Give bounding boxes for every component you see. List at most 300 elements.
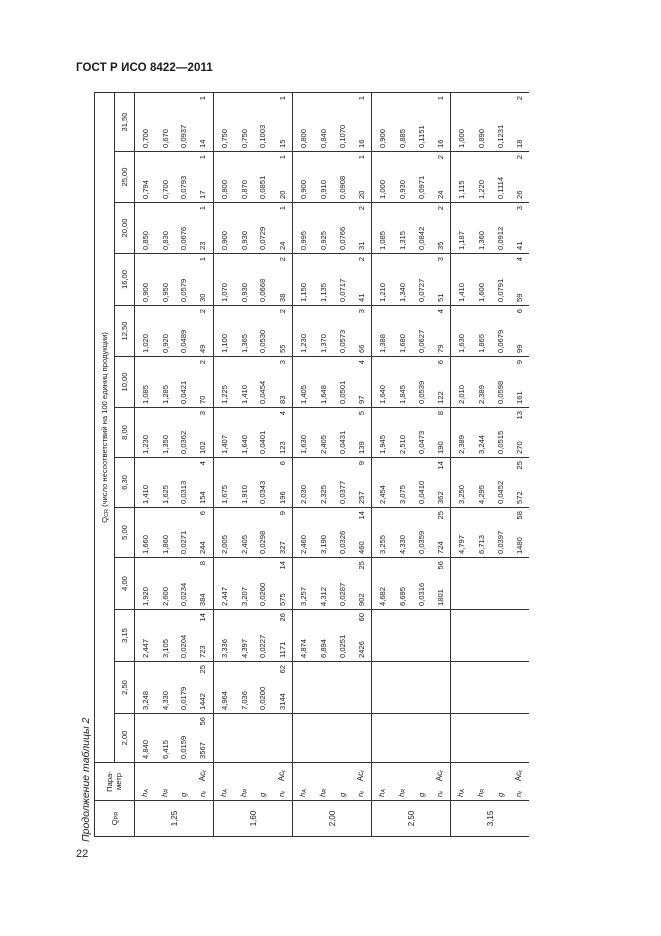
nt-ac-cell — [509, 662, 529, 714]
value-cell-hR: 6,713 — [472, 508, 492, 558]
nt-ac-cell — [193, 92, 214, 151]
ac-value: 3 — [356, 309, 366, 314]
value-cell-hR: 1,315 — [392, 203, 412, 254]
value-cell-hA: 0,995 — [293, 203, 314, 254]
value-cell-g: 0,0397 — [491, 508, 509, 558]
param-header: Пара-метр — [95, 763, 135, 801]
ac-value: 25 — [356, 561, 366, 570]
nt-value: 362 — [435, 491, 445, 504]
value-cell-hR — [472, 558, 492, 610]
nt-ac-cell — [351, 152, 372, 203]
nt-value: 1171 — [277, 641, 287, 658]
value-cell-hR: 0,920 — [155, 306, 175, 357]
ac-value: 8 — [198, 561, 208, 566]
value-cell-hA: 0,794 — [135, 152, 156, 203]
ac-value: 62 — [277, 665, 287, 674]
nt-ac-cell — [509, 714, 529, 763]
qcr-value-header: 2,00 — [115, 714, 135, 763]
value-cell-hA: 3,248 — [135, 662, 156, 714]
nt-value: 66 — [356, 344, 366, 353]
value-cell-hR: 1,860 — [155, 508, 175, 558]
ac-value: 4 — [277, 411, 287, 416]
nt-value: 190 — [435, 441, 445, 454]
ac-value: 58 — [514, 511, 524, 520]
param-label-nt: ntAct — [509, 763, 529, 801]
value-cell-g: 0,0316 — [412, 558, 430, 610]
qcr-header: QCR (число несоответствий на 100 единиц продукции) — [95, 92, 115, 762]
nt-value: 30 — [198, 293, 208, 302]
value-cell-hR — [392, 662, 412, 714]
value-cell-g: 0,1070 — [333, 92, 351, 151]
value-cell-hA: 2,010 — [451, 357, 472, 408]
nt-ac-cell — [272, 714, 293, 763]
value-cell-g: 0,0452 — [491, 458, 509, 508]
nt-value: 102 — [198, 441, 208, 454]
ac-value: 4 — [356, 360, 366, 365]
table-row — [234, 92, 254, 836]
value-cell-hA: 1,070 — [214, 254, 235, 306]
value-cell-hA: 4,682 — [372, 558, 393, 610]
nt-ac-cell — [509, 203, 529, 254]
value-cell-hA: 1,085 — [372, 203, 393, 254]
nt-ac-cell — [430, 408, 451, 458]
value-cell-g: 0,0204 — [175, 610, 193, 662]
nt-value: 139 — [356, 441, 366, 454]
table-row — [491, 92, 509, 836]
ac-value: 14 — [277, 561, 287, 570]
value-cell-g: 0,0431 — [333, 408, 351, 458]
nt-ac-cell — [430, 152, 451, 203]
value-cell-hA: 3,255 — [372, 508, 393, 558]
nt-value: 15 — [277, 139, 287, 148]
nt-value: 2426 — [356, 641, 366, 658]
nt-ac-cell — [509, 558, 529, 610]
nt-ac-cell — [509, 508, 529, 558]
nt-ac-cell — [351, 306, 372, 357]
value-cell-hR: 1,845 — [392, 357, 412, 408]
value-cell-hA: 1,115 — [451, 152, 472, 203]
value-cell-g: 0,0421 — [175, 357, 193, 408]
nt-ac-cell — [193, 152, 214, 203]
nt-ac-cell — [351, 357, 372, 408]
nt-value: 99 — [514, 344, 524, 353]
value-cell-hR: 1,410 — [234, 357, 254, 408]
value-cell-g: 0,0179 — [175, 662, 193, 714]
value-cell-hR: 2,510 — [392, 408, 412, 458]
value-cell-g: 0,0326 — [333, 508, 351, 558]
value-cell-hR: 1,220 — [472, 152, 492, 203]
nt-ac-cell — [351, 610, 372, 662]
param-label-hR: hR — [234, 763, 254, 801]
nt-ac-cell — [509, 254, 529, 306]
table-row — [451, 92, 472, 836]
value-cell-hR: 3,207 — [234, 558, 254, 610]
nt-value: 244 — [198, 541, 208, 554]
nt-value: 16 — [435, 139, 445, 148]
qcr-value-header: 10,00 — [115, 357, 135, 408]
value-cell-hA: 0,800 — [214, 152, 235, 203]
ac-value: 1 — [198, 206, 208, 211]
value-cell-g: 0,0227 — [254, 610, 272, 662]
value-cell-g — [491, 610, 509, 662]
value-cell-hR — [392, 714, 412, 763]
value-cell-hA: 1,675 — [214, 458, 235, 508]
value-cell-g: 0,0234 — [175, 558, 193, 610]
ac-value: 56 — [435, 561, 445, 570]
nt-value: 51 — [435, 293, 445, 302]
value-cell-hA: 1,945 — [372, 408, 393, 458]
nt-ac-cell — [272, 558, 293, 610]
table-row — [351, 92, 372, 836]
ac-value: 14 — [356, 511, 366, 520]
nt-value: 23 — [198, 241, 208, 250]
value-cell-hR: 3,244 — [472, 408, 492, 458]
value-cell-hA: 0,800 — [293, 92, 314, 151]
value-cell-g: 0,0454 — [254, 357, 272, 408]
nt-ac-cell — [193, 662, 214, 714]
ac-value: 9 — [277, 511, 287, 516]
value-cell-hA: 1,100 — [214, 306, 235, 357]
value-cell-g: 0,0668 — [254, 254, 272, 306]
table-row — [392, 92, 412, 836]
value-cell-hA — [372, 662, 393, 714]
value-cell-hA: 2,447 — [214, 558, 235, 610]
value-cell-g: 0,0298 — [254, 508, 272, 558]
ac-value: 9 — [356, 461, 366, 466]
value-cell-g: 0,0377 — [333, 458, 351, 508]
nt-ac-cell — [509, 152, 529, 203]
nt-ac-cell — [351, 714, 372, 763]
ac-value: 1 — [277, 155, 287, 160]
value-cell-hR: 0,930 — [392, 152, 412, 203]
value-cell-g — [333, 662, 351, 714]
nt-ac-cell — [351, 508, 372, 558]
value-cell-hA: 1,640 — [372, 357, 393, 408]
value-cell-hR: 1,600 — [472, 254, 492, 306]
ac-value: 3 — [514, 206, 524, 211]
value-cell-g: 0,0401 — [254, 408, 272, 458]
param-label-nt: ntAct — [193, 763, 214, 801]
value-cell-hA — [451, 610, 472, 662]
qcr-value-header: 16,00 — [115, 254, 135, 306]
value-cell-hA: 2,447 — [135, 610, 156, 662]
value-cell-hR: 4,312 — [313, 558, 333, 610]
nt-ac-cell — [193, 254, 214, 306]
value-cell-hR: 6,894 — [313, 610, 333, 662]
value-cell-hA: 1,230 — [293, 306, 314, 357]
value-cell-hA: 1,630 — [293, 408, 314, 458]
nt-ac-cell — [193, 458, 214, 508]
nt-ac-cell — [509, 610, 529, 662]
value-cell-g: 0,0851 — [254, 152, 272, 203]
value-cell-hA: 0,900 — [372, 92, 393, 151]
nt-ac-cell — [272, 357, 293, 408]
nt-value: 59 — [514, 293, 524, 302]
nt-ac-cell — [193, 508, 214, 558]
value-cell-hA: 4,797 — [451, 508, 472, 558]
ac-value: 2 — [514, 155, 524, 160]
nt-ac-cell — [193, 558, 214, 610]
ac-value: 2 — [356, 257, 366, 262]
nt-value: 1801 — [435, 589, 445, 606]
ac-value: 60 — [356, 613, 366, 622]
ac-value: 25 — [198, 665, 208, 674]
value-cell-hA — [451, 714, 472, 763]
value-cell-hA: 1,187 — [451, 203, 472, 254]
value-cell-hR: 0,870 — [234, 152, 254, 203]
ac-value: 2 — [277, 257, 287, 262]
table-row — [135, 92, 156, 836]
ac-value: 56 — [198, 717, 208, 726]
value-cell-hR: 1,360 — [472, 203, 492, 254]
value-cell-g: 0,0971 — [412, 152, 430, 203]
ac-value: 1 — [356, 155, 366, 160]
qpr-cell: 2,50 — [372, 801, 451, 837]
table-row — [193, 92, 214, 836]
value-cell-g: 0,0842 — [412, 203, 430, 254]
param-label-hA: hA — [372, 763, 393, 801]
ac-value: 13 — [514, 411, 524, 420]
nt-ac-cell — [351, 662, 372, 714]
value-cell-hR: 0,830 — [155, 203, 175, 254]
value-cell-hR: 1,640 — [234, 408, 254, 458]
nt-ac-cell — [193, 306, 214, 357]
nt-value: 16 — [356, 139, 366, 148]
value-cell-hA: 3,257 — [293, 558, 314, 610]
document-header: ГОСТ Р ИСО 8422—2011 — [76, 62, 213, 74]
value-cell-hA: 1,150 — [293, 254, 314, 306]
qpr-header: QPR — [95, 801, 135, 837]
nt-value: 122 — [435, 391, 445, 404]
ac-value: 1 — [435, 95, 445, 101]
value-cell-hR — [392, 610, 412, 662]
value-cell-hR: 1,365 — [234, 306, 254, 357]
ac-value: 2 — [514, 95, 524, 101]
value-cell-hA: 1,000 — [372, 152, 393, 203]
value-cell-g: 0,1114 — [491, 152, 509, 203]
nt-value: 41 — [356, 293, 366, 302]
value-cell-g: 0,0515 — [491, 408, 509, 458]
value-cell-g: 0,0359 — [412, 508, 430, 558]
value-cell-g: 0,1231 — [491, 92, 509, 151]
value-cell-hA — [293, 714, 314, 763]
qcr-value-header: 2,50 — [115, 662, 135, 714]
value-cell-hA: 0,900 — [214, 203, 235, 254]
value-cell-hA: 3,336 — [214, 610, 235, 662]
rotated-table-container — [94, 93, 529, 837]
table-row — [293, 92, 314, 836]
ac-value: 1 — [198, 95, 208, 101]
ac-value: 1 — [198, 257, 208, 262]
value-cell-g — [491, 558, 509, 610]
value-cell-g: 0,0766 — [333, 203, 351, 254]
value-cell-hA: 1,225 — [214, 357, 235, 408]
ac-value: 1 — [277, 206, 287, 211]
ac-value: 8 — [435, 411, 445, 416]
continuation-label: Продолжение таблицы 2 — [80, 717, 92, 842]
value-cell-g — [412, 714, 430, 763]
value-cell-hR: 1,680 — [392, 306, 412, 357]
nt-value: 3567 — [198, 742, 208, 759]
value-cell-g — [412, 662, 430, 714]
ac-value: 3 — [198, 411, 208, 416]
value-cell-hR: 2,600 — [155, 558, 175, 610]
value-cell-hR: 1,350 — [155, 408, 175, 458]
qpr-cell: 2,00 — [293, 801, 372, 837]
value-cell-hA: 1,410 — [451, 254, 472, 306]
param-label-hA: hA — [293, 763, 314, 801]
value-cell-g — [333, 714, 351, 763]
qcr-value-header: 25,00 — [115, 152, 135, 203]
value-cell-hR: 4,397 — [234, 610, 254, 662]
value-cell-hR: 0,750 — [234, 92, 254, 151]
value-cell-g — [491, 662, 509, 714]
table-row — [430, 92, 451, 836]
value-cell-hR: 6,695 — [392, 558, 412, 610]
nt-ac-cell — [193, 714, 214, 763]
value-cell-hR: 4,330 — [155, 662, 175, 714]
nt-value: 123 — [277, 441, 287, 454]
value-cell-hA: 0,750 — [214, 92, 235, 151]
nt-ac-cell — [430, 357, 451, 408]
value-cell-hR: 4,330 — [392, 508, 412, 558]
table-row — [175, 92, 193, 836]
value-cell-hA: 1,388 — [372, 306, 393, 357]
nt-ac-cell — [430, 458, 451, 508]
nt-ac-cell — [509, 92, 529, 151]
value-cell-g: 0,1003 — [254, 92, 272, 151]
nt-ac-cell — [272, 203, 293, 254]
param-label-hR: hR — [392, 763, 412, 801]
value-cell-hA: 1,405 — [293, 357, 314, 408]
nt-value: 49 — [198, 344, 208, 353]
data-table — [94, 92, 529, 837]
nt-value: 572 — [514, 491, 524, 504]
nt-value: 154 — [198, 491, 208, 504]
ac-value: 2 — [198, 309, 208, 314]
ac-value: 14 — [435, 461, 445, 470]
nt-ac-cell — [351, 458, 372, 508]
ac-value: 3 — [277, 360, 287, 365]
table-row — [254, 92, 272, 836]
qcr-value-header: 4,00 — [115, 558, 135, 610]
qcr-value-header: 3,15 — [115, 610, 135, 662]
nt-value: 38 — [277, 293, 287, 302]
value-cell-g: 0,1151 — [412, 92, 430, 151]
nt-ac-cell — [430, 558, 451, 610]
nt-ac-cell — [272, 662, 293, 714]
qpr-cell: 1,60 — [214, 801, 293, 837]
value-cell-g: 0,0912 — [491, 203, 509, 254]
value-cell-g: 0,0579 — [175, 254, 193, 306]
nt-ac-cell — [351, 408, 372, 458]
nt-ac-cell — [351, 203, 372, 254]
value-cell-hR — [472, 662, 492, 714]
value-cell-hR — [313, 662, 333, 714]
nt-ac-cell — [272, 610, 293, 662]
value-cell-g: 0,0251 — [333, 610, 351, 662]
value-cell-hA: 1,920 — [135, 558, 156, 610]
value-cell-g: 0,0937 — [175, 92, 193, 151]
value-cell-hR: 0,910 — [313, 152, 333, 203]
value-cell-hR: 1,135 — [313, 254, 333, 306]
value-cell-hR — [472, 714, 492, 763]
ac-value: 6 — [198, 511, 208, 516]
value-cell-hR: 1,370 — [313, 306, 333, 357]
value-cell-hR: 3,075 — [392, 458, 412, 508]
qcr-value-header: 20,00 — [115, 203, 135, 254]
ac-value: 2 — [356, 206, 366, 211]
table-row — [333, 92, 351, 836]
value-cell-hR: 1,865 — [472, 306, 492, 357]
value-cell-g: 0,0343 — [254, 458, 272, 508]
nt-ac-cell — [509, 357, 529, 408]
nt-value: 31 — [356, 241, 366, 250]
ac-value: 3 — [435, 257, 445, 262]
value-cell-hA: 0,900 — [135, 254, 156, 306]
nt-ac-cell — [430, 92, 451, 151]
value-cell-hR: 0,670 — [155, 92, 175, 151]
nt-value: 20 — [277, 190, 287, 199]
qcr-value-header: 6,30 — [115, 458, 135, 508]
nt-value: 161 — [514, 391, 524, 404]
param-label-g: g — [491, 763, 509, 801]
value-cell-hR: 1,910 — [234, 458, 254, 508]
nt-ac-cell — [351, 558, 372, 610]
value-cell-g: 0,0793 — [175, 152, 193, 203]
value-cell-hR: 3,190 — [313, 508, 333, 558]
value-cell-hA: 4,840 — [135, 714, 156, 763]
nt-value: 35 — [435, 241, 445, 250]
param-label-hR: hR — [313, 763, 333, 801]
value-cell-g: 0,0489 — [175, 306, 193, 357]
nt-ac-cell — [193, 408, 214, 458]
value-cell-hA — [372, 610, 393, 662]
nt-ac-cell — [272, 92, 293, 151]
nt-value: 97 — [356, 395, 366, 404]
ac-value: 6 — [435, 360, 445, 365]
param-label-g: g — [412, 763, 430, 801]
nt-value: 70 — [198, 395, 208, 404]
qcr-value-header: 31,50 — [115, 92, 135, 151]
nt-ac-cell — [430, 254, 451, 306]
ac-value: 9 — [514, 360, 524, 365]
nt-ac-cell — [193, 203, 214, 254]
ac-value: 1 — [356, 95, 366, 101]
ac-value: 1 — [277, 95, 287, 101]
nt-value: 17 — [198, 190, 208, 199]
value-cell-hR — [472, 610, 492, 662]
param-label-hA: hA — [135, 763, 156, 801]
ac-value: 2 — [277, 309, 287, 314]
value-cell-hA: 2,460 — [293, 508, 314, 558]
ac-value: 14 — [198, 613, 208, 622]
nt-value: 270 — [514, 441, 524, 454]
nt-value: 26 — [514, 190, 524, 199]
value-cell-hA: 1,230 — [135, 408, 156, 458]
value-cell-g: 0,0530 — [254, 306, 272, 357]
value-cell-hR: 0,930 — [234, 254, 254, 306]
nt-value: 575 — [277, 593, 287, 606]
value-cell-hR — [234, 714, 254, 763]
value-cell-g — [412, 610, 430, 662]
ac-value: 25 — [435, 511, 445, 520]
nt-value: 83 — [277, 395, 287, 404]
nt-ac-cell — [272, 306, 293, 357]
ac-value: 25 — [514, 461, 524, 470]
nt-value: 327 — [277, 541, 287, 554]
value-cell-hA — [372, 714, 393, 763]
